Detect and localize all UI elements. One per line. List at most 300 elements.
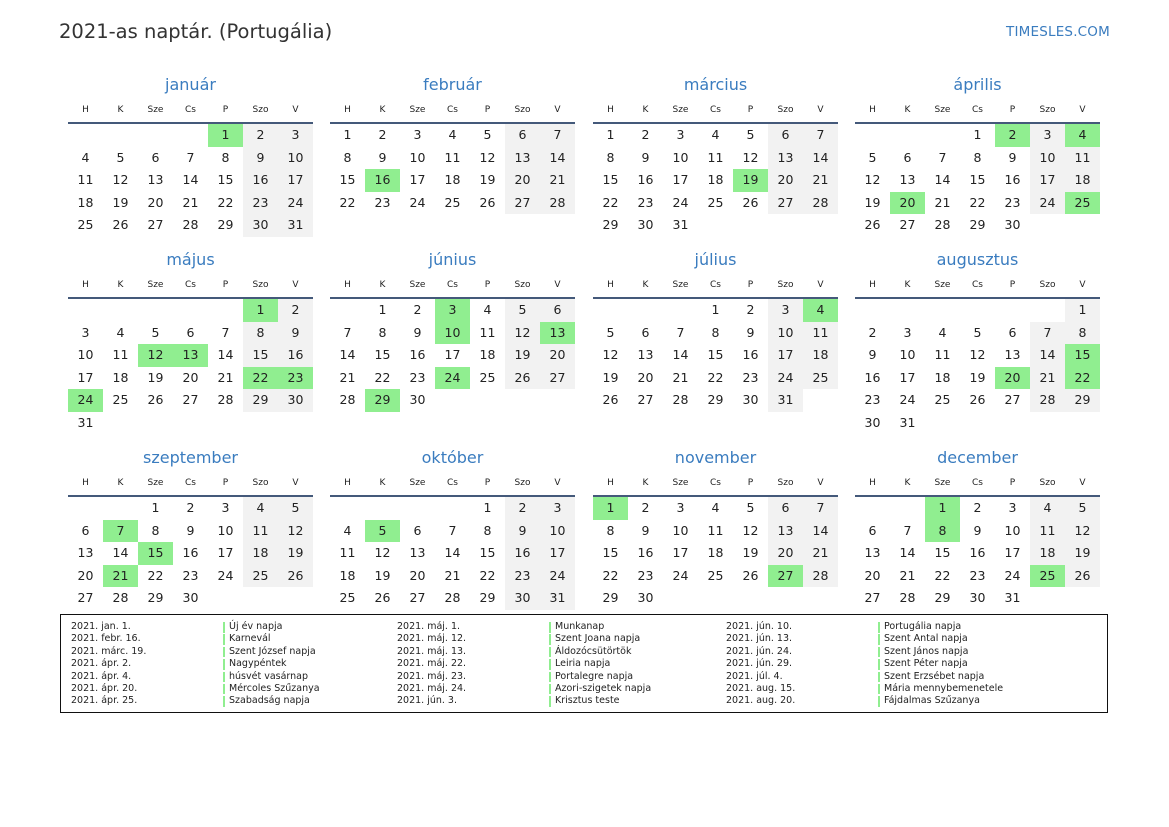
weekday-label: V [554,105,561,115]
day-cell: 12 [742,149,759,165]
empty-cell [663,587,698,610]
day-cell: 20 [540,344,575,367]
legend-date: 2021. ápr. 20. [71,682,138,694]
day-cell: 14 [672,347,689,362]
day-cell: 9 [186,522,195,538]
day-cell: 6 [540,299,575,322]
month-days [593,299,838,412]
day-cell: 16 [243,169,278,192]
day-cell: 13 [409,545,426,560]
month-days [68,124,313,237]
weekday-label: V [554,280,561,290]
day-cell: 31 [278,214,313,237]
day-cell: 3 [676,127,685,142]
legend-holiday-name: Fájdalmas Szűzanya [878,695,980,707]
month-8 [855,245,1100,434]
day-cell: 26 [602,392,619,407]
day-cell: 8 [221,149,230,165]
legend-date: 2021. jún. 24. [726,645,793,657]
empty-cell [1065,587,1100,610]
empty-cell [733,214,768,237]
legend-date: 2021. máj. 24. [397,682,467,694]
empty-cell [995,412,1030,435]
day-cell: 21 [672,369,689,385]
day-cell: 20 [995,367,1030,390]
day-cell: 31 [1004,590,1021,605]
day-cell: 17 [444,347,461,362]
day-cell: 25 [707,567,724,583]
day-cell: 28 [182,217,199,232]
legend-holiday-name: Szent Erzsébet napja [878,671,984,683]
legend-item [71,695,320,707]
week-row [68,322,313,345]
month-1 [68,70,313,237]
legend-holiday-name: Szent Antal napja [878,633,968,645]
day-cell: 29 [1065,389,1100,412]
week-row [593,124,838,147]
day-cell: 2 [641,127,650,142]
day-cell: 14 [899,545,916,560]
day-cell: 27 [1004,392,1021,407]
day-cell: 11 [77,172,94,187]
day-cell: 2 [746,302,755,317]
day-cell: 1 [593,497,628,520]
weekday-label: V [817,478,824,488]
weekday-label: Cs [185,280,196,290]
day-cell: 22 [147,567,164,583]
weekday-label: Cs [710,280,721,290]
day-cell: 23 [1004,194,1021,210]
day-cell: 10 [540,520,575,543]
empty-cell [803,214,838,237]
day-cell: 27 [77,590,94,605]
week-row [855,169,1100,192]
day-cell: 29 [217,217,234,232]
legend-item [397,621,651,633]
legend-holiday-name: Szent József napja [223,646,316,658]
day-cell: 9 [278,322,313,345]
week-row [593,147,838,170]
legend-holiday-name: Szent Joana napja [549,633,640,645]
day-cell: 22 [969,194,986,210]
legend-date: 2021. máj. 12. [397,633,467,645]
day-cell: 19 [479,172,496,187]
empty-cell [103,299,138,322]
month-days [855,124,1100,237]
month-days [330,124,575,214]
month-7 [593,245,838,412]
legend-holiday-name: Karnevál [223,633,271,645]
weekday-label: Sze [672,478,689,488]
day-cell: 26 [864,217,881,232]
day-cell: 12 [374,545,391,560]
legend-item [71,646,320,658]
weekday-label: K [379,280,386,290]
week-row [330,367,575,390]
day-cell: 19 [147,369,164,385]
week-row [855,412,1100,435]
week-row [68,412,313,435]
day-cell: 14 [217,347,234,362]
day-cell: 3 [1030,124,1065,147]
day-cell: 15 [1065,344,1100,367]
day-cell: 29 [243,389,278,412]
week-row [330,542,575,565]
day-cell: 15 [138,542,173,565]
day-cell: 30 [637,217,654,232]
day-cell: 15 [479,545,496,560]
day-cell: 4 [1065,124,1100,147]
day-cell: 7 [803,497,838,520]
empty-cell [505,389,540,412]
day-cell: 11 [339,545,356,560]
legend-holiday-name: Krisztus teste [549,695,620,707]
legend-date: 2021. jún. 13. [726,633,793,645]
weekday-header [593,100,838,124]
legend-item [397,671,651,683]
day-cell: 28 [672,392,689,407]
weekday-label: H [82,478,89,488]
day-cell: 14 [339,347,356,362]
weekday-label: Cs [185,478,196,488]
day-cell: 30 [278,389,313,412]
day-cell: 5 [868,149,877,165]
weekday-label: Cs [972,280,983,290]
day-cell: 16 [637,545,654,560]
weekday-label: Szo [252,105,269,115]
day-cell: 22 [707,369,724,385]
day-cell: 27 [409,590,426,605]
day-cell: 28 [339,392,356,407]
empty-cell [365,497,400,520]
day-cell: 6 [1008,324,1017,340]
day-cell: 7 [803,124,838,147]
day-cell: 9 [641,149,650,165]
day-cell: 1 [483,500,492,515]
day-cell: 15 [934,545,951,560]
month-title: május [166,250,215,269]
day-cell: 19 [969,369,986,385]
empty-cell [68,124,103,147]
day-cell: 11 [803,322,838,345]
legend-holiday-name: Azori-szigetek napja [549,683,651,695]
weekday-label: P [747,105,754,115]
day-cell: 26 [147,392,164,407]
legend-date: 2021. márc. 19. [71,645,147,657]
week-row [855,367,1100,390]
day-cell: 13 [77,545,94,560]
month-4 [855,70,1100,237]
day-cell: 27 [637,392,654,407]
weekday-label: Cs [710,478,721,488]
weekday-label: P [747,478,754,488]
day-cell: 30 [243,214,278,237]
week-row [68,497,313,520]
weekday-header [68,100,313,124]
legend-item [397,658,651,670]
day-cell: 15 [374,347,391,362]
weekday-label: H [869,478,876,488]
weekday-label: Szo [514,280,531,290]
week-row [68,192,313,215]
day-cell: 19 [374,567,391,583]
day-cell: 11 [444,149,461,165]
week-row [68,147,313,170]
day-cell: 25 [444,194,461,210]
day-cell: 22 [217,194,234,210]
weekday-label: Sze [147,280,164,290]
day-cell: 23 [637,567,654,583]
empty-cell [1030,412,1065,435]
week-row [330,322,575,345]
empty-cell [208,412,243,435]
weekday-label: Cs [447,105,458,115]
empty-cell [890,299,925,322]
legend-date: 2021. máj. 1. [397,621,461,632]
weekday-header [855,473,1100,497]
weekday-header [68,473,313,497]
weekday-label: H [344,105,351,115]
legend-holiday-name: Nagypéntek [223,658,287,670]
day-cell: 20 [637,369,654,385]
day-cell: 30 [742,392,759,407]
day-cell: 26 [742,567,759,583]
day-cell: 23 [278,367,313,390]
day-cell: 23 [182,567,199,583]
week-row [68,520,313,543]
empty-cell [803,389,838,412]
month-10 [330,443,575,610]
day-cell: 3 [221,500,230,515]
weekday-label: H [869,280,876,290]
day-cell: 10 [409,149,426,165]
day-cell: 31 [540,587,575,610]
day-cell: 12 [1065,520,1100,543]
day-cell: 5 [1065,497,1100,520]
day-cell: 25 [1065,192,1100,215]
day-cell: 10 [278,147,313,170]
day-cell: 23 [374,194,391,210]
day-cell: 13 [864,545,881,560]
weekday-label: Cs [447,280,458,290]
weekday-label: P [1009,478,1016,488]
day-cell: 22 [602,567,619,583]
weekday-header [68,275,313,299]
legend-holiday-name: Mária mennybemenetele [878,683,1003,695]
day-cell: 5 [116,149,125,165]
day-cell: 16 [969,545,986,560]
day-cell: 7 [221,324,230,340]
week-row [593,192,838,215]
empty-cell [768,587,803,610]
empty-cell [278,412,313,435]
day-cell: 23 [243,192,278,215]
month-title: február [423,75,482,94]
day-cell: 7 [1030,322,1065,345]
day-cell: 20 [864,567,881,583]
day-cell: 17 [899,369,916,385]
empty-cell [890,497,925,520]
week-row [855,389,1100,412]
week-row [593,389,838,412]
weekday-header [330,275,575,299]
day-cell: 6 [81,522,90,538]
day-cell: 15 [707,347,724,362]
weekday-label: K [904,478,911,488]
day-cell: 20 [505,169,540,192]
week-row [68,169,313,192]
legend-item [71,671,320,683]
week-row [330,565,575,588]
day-cell: 20 [147,194,164,210]
day-cell: 24 [1004,567,1021,583]
empty-cell [435,389,470,412]
day-cell: 13 [637,347,654,362]
week-row [593,322,838,345]
empty-cell [138,412,173,435]
legend-item [71,658,320,670]
empty-cell [103,497,138,520]
legend-holiday-name: húsvét vasárnap [223,671,308,683]
day-cell: 30 [505,587,540,610]
day-cell: 31 [672,217,689,232]
weekday-label: Szo [1039,105,1056,115]
week-row [68,344,313,367]
day-cell: 24 [217,567,234,583]
day-cell: 17 [768,344,803,367]
day-cell: 29 [969,217,986,232]
empty-cell [278,587,313,610]
day-cell: 1 [243,299,278,322]
day-cell: 19 [505,344,540,367]
day-cell: 9 [413,324,422,340]
empty-cell [68,497,103,520]
day-cell: 18 [479,347,496,362]
weekday-label: V [292,478,299,488]
day-cell: 3 [676,500,685,515]
day-cell: 23 [637,194,654,210]
weekday-label: Cs [447,478,458,488]
day-cell: 26 [278,565,313,588]
week-row [593,367,838,390]
month-5 [68,245,313,434]
week-row [855,322,1100,345]
month-11 [593,443,838,610]
week-row [855,520,1100,543]
day-cell: 3 [903,324,912,340]
day-cell: 1 [711,302,720,317]
week-row [330,520,575,543]
day-cell: 7 [903,522,912,538]
day-cell: 29 [602,590,619,605]
day-cell: 24 [899,392,916,407]
legend-item [726,658,1003,670]
day-cell: 8 [151,522,160,538]
day-cell: 1 [378,302,387,317]
day-cell: 2 [868,324,877,340]
empty-cell [855,497,890,520]
weekday-label: H [607,105,614,115]
legend-item [71,683,320,695]
empty-cell [698,214,733,237]
day-cell: 10 [77,347,94,362]
day-cell: 4 [938,324,947,340]
day-cell: 29 [479,590,496,605]
day-cell: 25 [934,392,951,407]
day-cell: 24 [435,367,470,390]
weekday-label: P [484,105,491,115]
day-cell: 26 [112,217,129,232]
weekday-label: Sze [409,478,426,488]
empty-cell [663,299,698,322]
day-cell: 6 [505,124,540,147]
day-cell: 13 [899,172,916,187]
day-cell: 5 [973,324,982,340]
day-cell: 16 [365,169,400,192]
day-cell: 16 [505,542,540,565]
day-cell: 9 [973,522,982,538]
weekday-label: P [484,280,491,290]
day-cell: 3 [413,127,422,142]
brand-link[interactable]: TIMESLES.COM [1006,24,1110,40]
week-row [855,344,1100,367]
day-cell: 9 [505,520,540,543]
weekday-label: Szo [252,280,269,290]
day-cell: 24 [409,194,426,210]
month-title: január [165,75,216,94]
day-cell: 20 [768,169,803,192]
day-cell: 28 [112,590,129,605]
week-row [855,587,1100,610]
day-cell: 29 [934,590,951,605]
empty-cell [925,299,960,322]
day-cell: 8 [925,520,960,543]
day-cell: 19 [1065,542,1100,565]
day-cell: 18 [444,172,461,187]
day-cell: 18 [1030,542,1065,565]
week-row [855,497,1100,520]
day-cell: 2 [995,124,1030,147]
day-cell: 4 [81,149,90,165]
empty-cell [103,412,138,435]
legend-date: 2021. febr. 16. [71,633,141,645]
weekday-label: Cs [185,105,196,115]
day-cell: 4 [448,127,457,142]
day-cell: 7 [103,520,138,543]
week-row [68,214,313,237]
week-row [593,587,838,610]
month-title: június [428,250,477,269]
day-cell: 15 [243,344,278,367]
day-cell: 18 [934,369,951,385]
day-cell: 11 [479,324,496,340]
day-cell: 14 [182,172,199,187]
week-row [330,344,575,367]
day-cell: 11 [1065,147,1100,170]
month-days [855,299,1100,434]
legend-holiday-name: Új év napja [223,621,282,633]
day-cell: 4 [711,127,720,142]
day-cell: 25 [1030,565,1065,588]
day-cell: 12 [505,322,540,345]
day-cell: 25 [243,565,278,588]
weekday-label: V [817,280,824,290]
day-cell: 28 [803,565,838,588]
day-cell: 11 [707,149,724,165]
empty-cell [925,412,960,435]
week-row [330,124,575,147]
day-cell: 28 [899,590,916,605]
